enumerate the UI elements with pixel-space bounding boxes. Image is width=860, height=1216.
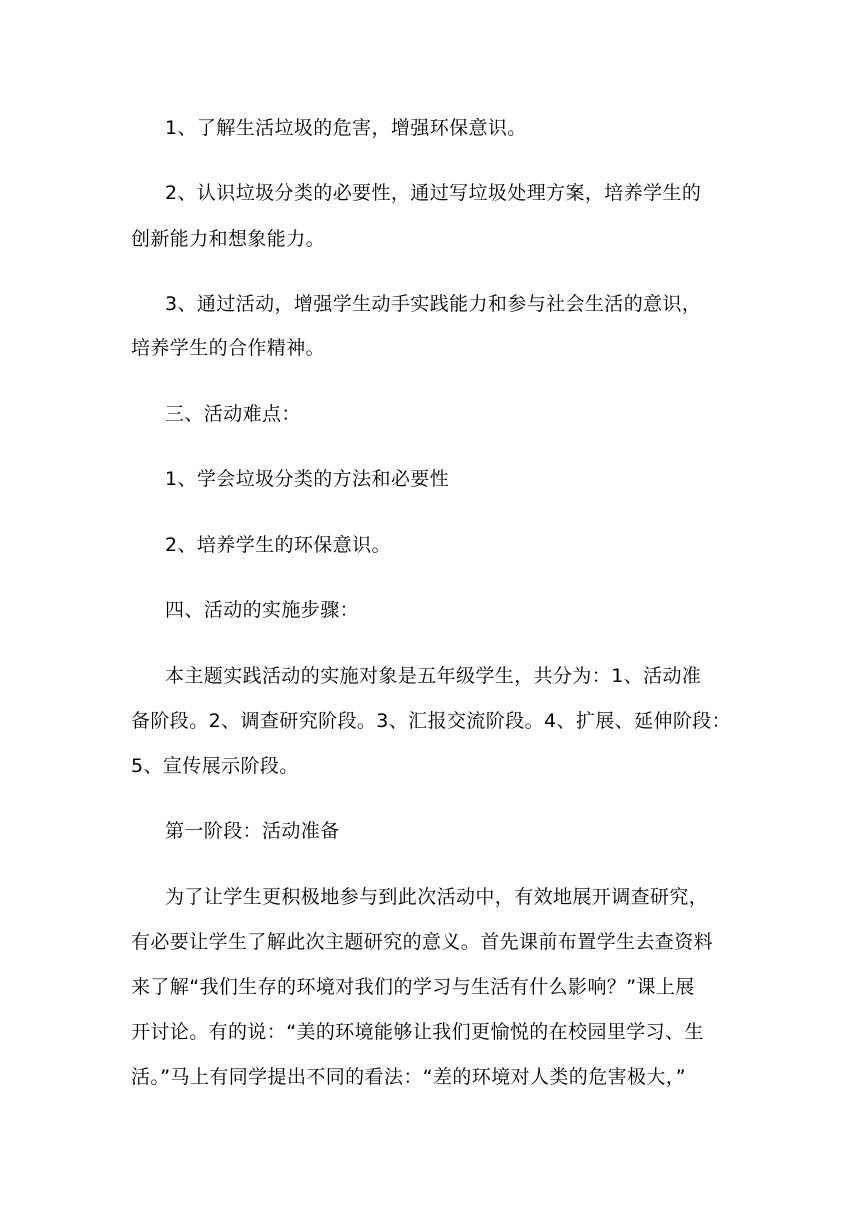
- paragraph-goal-2-line-1: 2、认识垃圾分类的必要性，通过写垃圾处理方案，培养学生的: [165, 182, 702, 204]
- paragraph-difficulty-2: 2、培养学生的环保意识。: [165, 534, 391, 556]
- paragraph-steps-line-1: 本主题实践活动的实施对象是五年级学生，共分为：1、活动准: [165, 665, 702, 687]
- paragraph-stage1-line-5: 活。”马上有同学提出不同的看法：“差的环境对人类的危害极大，”: [131, 1066, 686, 1088]
- paragraph-difficulty-1: 1、学会垃圾分类的方法和必要性: [165, 468, 450, 490]
- section-heading-steps: 四、活动的实施步骤：: [165, 599, 360, 621]
- paragraph-stage1-line-2: 有必要让学生了解此次主题研究的意义。首先课前布置学生去查资料: [131, 931, 714, 953]
- paragraph-steps-line-2: 备阶段。2、调查研究阶段。3、汇报交流阶段。4、扩展、延伸阶段：: [131, 710, 732, 732]
- paragraph-stage1-line-4: 开讨论。有的说：“美的环境能够让我们更愉悦的在校园里学习、生: [131, 1021, 704, 1043]
- paragraph-goal-1: 1、了解生活垃圾的危害，增强环保意识。: [165, 117, 527, 139]
- paragraph-stage1-line-3: 来了解“我们生存的环境对我们的学习与生活有什么影响？”课上展: [131, 976, 695, 998]
- paragraph-goal-3-line-2: 培养学生的合作精神。: [131, 337, 326, 359]
- paragraph-goal-3-line-1: 3、通过活动，增强学生动手实践能力和参与社会生活的意识，: [165, 293, 702, 315]
- stage-heading-1: 第一阶段：活动准备: [165, 820, 340, 842]
- paragraph-goal-2-line-2: 创新能力和想象能力。: [131, 228, 326, 250]
- paragraph-stage1-line-1: 为了让学生更积极地参与到此次活动中，有效地展开调查研究，: [165, 886, 709, 908]
- section-heading-difficulties: 三、活动难点：: [165, 403, 301, 425]
- paragraph-steps-line-3: 5、宣传展示阶段。: [131, 755, 299, 777]
